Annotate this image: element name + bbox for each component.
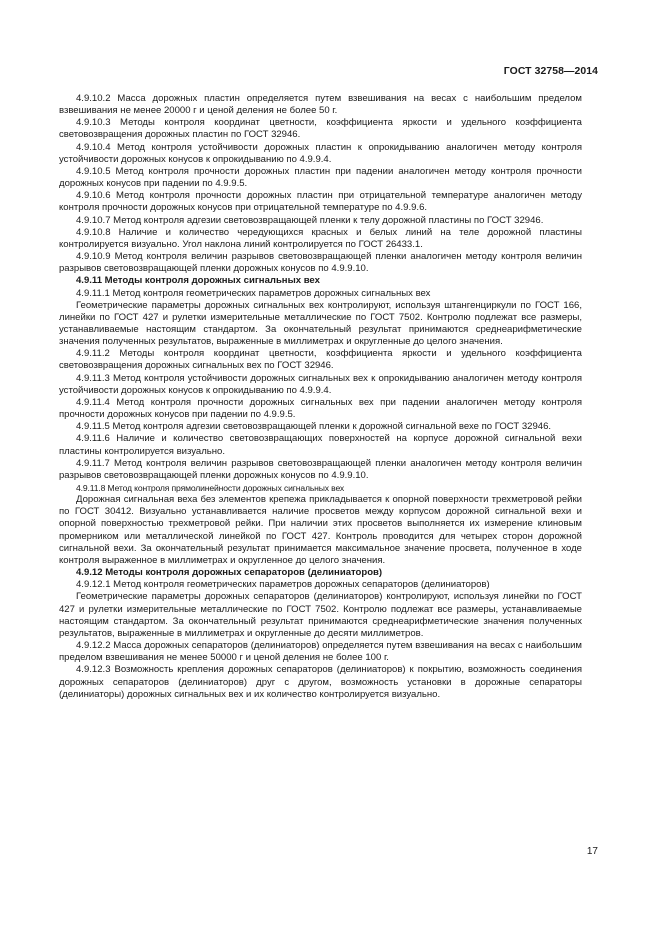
paragraph-4-9-11-2: 4.9.11.2 Методы контроля координат цветности, коэффициента яркости и удельного коэффициента световозвращения дорожных сигнальных вех по ГОСТ 32946. (59, 348, 582, 372)
section-heading-4-9-11: 4.9.11 Методы контроля дорожных сигнальных вех (76, 275, 320, 287)
paragraph-4-9-10-3: 4.9.10.3 Методы контроля координат цветности, коэффициента яркости и удельного коэффициента световозвращения дорожных пластин по ГОСТ 32946. (59, 117, 582, 141)
paragraph-4-9-11-6: 4.9.11.6 Наличие и количество световозвращающих поверхностей на корпусе дорожной сигнальной вехи пластины контролируется визуально. (59, 433, 582, 457)
paragraph-4-9-11-7: 4.9.11.7 Метод контроля величин разрывов световозвращающей пленки аналогичен методу контроля величин разрывов световозвращающей пленки дорожных конусов по 4.9.9.10. (59, 457, 582, 481)
paragraph-4-9-11-3: 4.9.11.3 Метод контроля устойчивости дорожных сигнальных вех к опрокидыванию аналогичен методу контроля устойчивости дорожных конусов к опрокидыванию по 4.9.9.4. (59, 372, 582, 396)
paragraph-4-9-12-3: 4.9.12.3 Возможность крепления дорожных сепараторов (делиниаторов) к покрытию, возможность соединения дорожных сепараторов (делиниаторов) друг с другом, возможность установки в дорожные сепараторы (делиниаторы) дорожных сигнальных вех и их количество контролируется визуально. (59, 664, 582, 700)
paragraph-4-9-10-7: 4.9.10.7 Метод контроля адгезии световозвращающей пленки к телу дорожной пластины по ГОСТ 32946. (76, 214, 544, 226)
paragraph-4-9-10-8: 4.9.10.8 Наличие и количество чередующихся красных и белых линий на теле дорожной пластины контролируется визуально. Угол наклона линий контролируется по ГОСТ 26433.1. (59, 226, 582, 250)
paragraph-4-9-11-1: 4.9.11.1 Метод контроля геометрических параметров дорожных сигнальных вех (76, 287, 431, 299)
section-heading-4-9-12: 4.9.12 Методы контроля дорожных сепараторов (делиниаторов) (76, 567, 383, 579)
paragraph-4-9-10-4: 4.9.10.4 Метод контроля устойчивости дорожных пластин к опрокидыванию аналогичен методу контроля устойчивости дорожных конусов к опрокидыванию по 4.9.9.4. (59, 141, 582, 165)
paragraph-4-9-11-8: 4.9.11.8 Метод контроля прямолинейности дорожных сигнальных вех (76, 483, 345, 493)
paragraph-4-9-12-2: 4.9.12.2 Масса дорожных сепараторов (делиниаторов) определяется путем взвешивания на весах с наибольшим пределом взвешивания не менее 50000 г и ценой деления не более 100 г. (59, 640, 582, 664)
standard-code-header: ГОСТ 32758—2014 (503, 66, 598, 77)
paragraph-4-9-12-1: 4.9.12.1 Метод контроля геометрических параметров дорожных сепараторов (делиниаторов) (76, 579, 490, 591)
paragraph-4-9-10-6: 4.9.10.6 Метод контроля прочности дорожных пластин при отрицательной температуре аналогичен методу контроля прочности дорожных конусов при отрицательной температуре по 4.9.9.6. (59, 190, 582, 214)
document-body (59, 93, 582, 701)
paragraph-straightness-method: Дорожная сигнальная веха без элементов крепежа прикладывается к опорной поверхности трехметровой рейки по ГОСТ 30412. Визуально устанавливается наличие просветов между корпусом дорожной сигнальной вехи и опорной поверхностью трехметровой рейки. При наличии этих просветов выполняется их измерение клиновым промерником или металлической линейкой по ГОСТ 427. Контроль проводится для четырех сторон дорожной сигнальной вехи. За окончательный результат принимается максимальное значение просвета, полученное в ходе контроля выраженное в миллиметрах и округленное до целого значения. (59, 494, 582, 566)
paragraph-geometric-params-separators: Геометрические параметры дорожных сепараторов (делиниаторов) контролируют, используя линейки по ГОСТ 427 и рулетки измерительные металлические по ГОСТ 7502. Контролю подлежат все размеры, устанавливаемые настоящим стандартом. За окончательный результат принимаются среднеарифметические значения полученных результатов, выраженные в миллиметрах и округленные до десяти миллиметров. (59, 591, 582, 639)
page-number: 17 (586, 846, 598, 857)
paragraph-4-9-11-5: 4.9.11.5 Метод контроля адгезии световозвращающей пленки к дорожной сигнальной вехе по ГОСТ 32946. (76, 421, 552, 433)
paragraph-4-9-10-9: 4.9.10.9 Метод контроля величин разрывов световозвращающей пленки аналогичен методу контроля величин разрывов световозвращающей пленки дорожных конусов по 4.9.9.10. (59, 251, 582, 275)
paragraph-4-9-10-2: 4.9.10.2 Масса дорожных пластин определяется путем взвешивания на весах с наибольшим пределом взвешивания не менее 20000 г и ценой деления не более 50 г. (59, 93, 582, 117)
paragraph-4-9-11-4: 4.9.11.4 Метод контроля прочности дорожных сигнальных вех при падении аналогичен методу контроля прочности дорожных конусов при падении по 4.9.9.5. (59, 396, 582, 421)
paragraph-4-9-10-5: 4.9.10.5 Метод контроля прочности дорожных пластин при падении аналогичен методу контроля прочности дорожных конусов при падении по 4.9.9.5. (59, 165, 582, 190)
paragraph-geometric-params-vekh: Геометрические параметры дорожных сигнальных вех контролируют, используя штангенциркули по ГОСТ 166, линейки по ГОСТ 427 и рулетки измерительные металлические по ГОСТ 7502. Контролю подлежат все размеры, устанавливаемые настоящим стандартом. За окончательный результат принимаются среднеарифметические значения полученных результатов, выраженные в миллиметрах и округленные до целого значения. (59, 299, 582, 348)
